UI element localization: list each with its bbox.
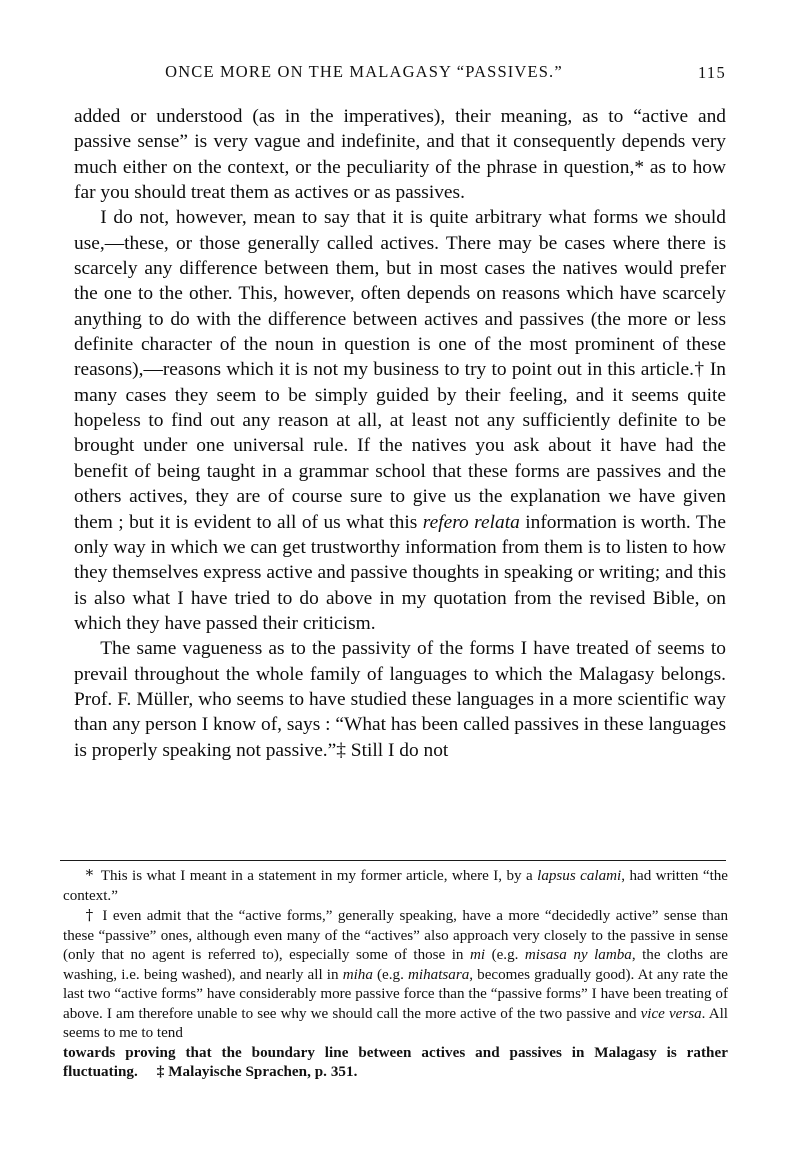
asterisk-marker-icon: * (85, 866, 94, 884)
paragraph-2 (74, 205, 726, 636)
footnote-continuation: towards proving that the boundary line between actives and passives in Malagasy is rather fluctuating. ‡ Malayische Sprachen, p. 351. (63, 1044, 728, 1081)
page-number: 115 (697, 63, 726, 82)
footnote-dagger-text-c: , the cloths are washing, i.e. being washed), and nearly all in (63, 947, 729, 983)
footnote-asterisk (63, 866, 728, 906)
footnote-asterisk-text-a: This is what I meant in a statement in my former article, where I, by a (93, 868, 538, 884)
footnote-dagger-text-b: (e.g. (485, 947, 525, 964)
running-head (74, 62, 726, 88)
latin-phrase-vice-versa: vice versa (640, 1005, 702, 1022)
paragraph-1: added or understood (as in the imperatives), their meaning, as to “active and passive sense” is very vague and indefinite, and that it consequently depends very much either on the context, or the peculiarity of the phrase in question,* as to how far you should treat them as actives or as passives. (74, 106, 726, 204)
latin-phrase-lapsus-calami: lapsus calami (537, 868, 622, 884)
footnote-asterisk-text-b: , had written “the context.” (63, 868, 729, 904)
body-text-column (74, 104, 726, 763)
malagasy-term-miha: miha (342, 966, 373, 983)
malagasy-example-misasa-ny-lamba: misasa ny lamba (524, 947, 632, 964)
footnote-dagger-text-f: . All seems to me to tend (63, 1005, 728, 1042)
footnote-separator-rule (60, 860, 726, 861)
malagasy-example-mihatsara: mihatsara (408, 966, 470, 983)
footnote-dagger (63, 906, 728, 1044)
footnote-dagger-text-a: I even admit that the “active forms,” generally speaking, have a more “decidedly active” sense than these “passive” ones, although even many of the “actives” also approach very closely to the passive in sense (only that no agent is referred to), especially some of those in (63, 908, 728, 964)
latin-phrase-refero-relata: refero relata (422, 511, 520, 533)
paragraph-2-part-b: information is worth. The only way in which we can get trustworthy information from them is to listen to how they themselves express active and passive thoughts in speaking or writing; and this is also what I have tried to do above in my quotation from the revised Bible, on which they have passed their criticism. (74, 511, 726, 634)
footnote-dagger-text-d: (e.g. (372, 966, 409, 983)
malagasy-term-mi: mi (469, 947, 486, 964)
dagger-marker-icon: † (85, 906, 95, 925)
paragraph-3: The same vagueness as to the passivity of the forms I have treated of seems to prevail throughout the whole family of languages to which the Malagasy belongs. Prof. F. Müller, who seems to have studied these languages in a more scientific way than any person I know of, says : “What has been called passives in these languages is properly speaking not passive.”‡ Still I do not (74, 638, 726, 761)
footnote-block (63, 866, 728, 1083)
paragraph-2-part-a: I do not, however, mean to say that it is quite arbitrary what forms we should use,—these, or those generally called actives. There may be cases where there is scarcely any difference between them, but in most cases the natives would prefer the one to the other. This, however, often depends on reasons which have scarcely anything to do with the difference between actives and passives (the more or less definite character of the noun in question is one of the most prominent of these reasons),—reasons which it is not my business to try to point out in this article.† In many cases they seem to be simply guided by their feeling, and it seems quite hopeless to find out any reason at all, at least not any sufficiently definite to be brought under one universal rule. If the natives you ask about it have had the benefit of being taught in a grammar school that these forms are passives and the others actives, they are of course sure to give us the explanation we have given them ; but it is evident to all of us what this (74, 207, 726, 533)
footnote-dagger-text-e: , becomes gradually good). At any rate the last two “active forms” have considerably more passive force than the “passive forms” I have been treating of above. I am therefore unable to see why we should call the more active of the two passive and (63, 966, 729, 1022)
page-title: ONCE MORE ON THE MALAGASY “PASSIVES.” (165, 62, 563, 81)
